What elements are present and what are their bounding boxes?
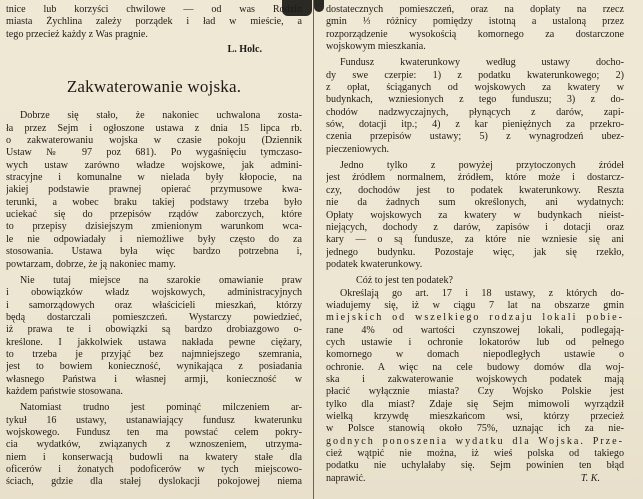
body-line: wiadujemy się, iż w ciągu 7 lat na obszarze gmin [326, 299, 624, 311]
body-line: ska i zakwaterowanie wojskowych podatek mają [326, 373, 624, 385]
question-line: Cóż to jest ten podatek? [356, 275, 453, 287]
body-line: tykuł 16 ustawy, ustanawiający fundusz kwaterunku [6, 414, 302, 426]
left-column [6, 4, 302, 489]
body-line: stosowania. Ustawa była więc bardzo potrzebna i, [6, 246, 302, 258]
body-line: niejących, dochody z darów, zapisów i dotacji oraz [326, 221, 624, 233]
body-line: gmin ⅓ różnicy pomiędzy istotną a ustaloną przez [326, 16, 624, 28]
body-line: cież wątpić nie można, iż wieś polska od takiego [326, 448, 624, 460]
body-line: oficerów i żonatych podoficerów w tych miejscowo- [6, 464, 302, 475]
body-line: naprawić. [326, 472, 366, 484]
body-line: chodów nadzwyczajnych, płynących z darów, zapi- [326, 106, 624, 118]
ink-blot [314, 0, 324, 12]
body-line: dy swe czerpie: 1) z podatku kwaterunkowego; 2) [326, 69, 624, 81]
intro-line: tnice lub korzyści chwilowe — od was Rodzin [6, 4, 302, 15]
body-line: Określają go art. 17 i 18 ustawy, z których do- [340, 287, 624, 299]
article-signature: T. K. [580, 473, 600, 485]
body-line: będą dostarczali pomieszczeń. Wystarczy powiedzieć, [6, 311, 302, 323]
body-line: komornego w domach niepodległych ustawie o [326, 349, 624, 361]
body-line: w Polsce stanowią około 75%, uznając ich za nie- [326, 423, 624, 435]
column-divider [313, 0, 314, 499]
body-line: dostatecznych pomieszczeń, oraz na dopłaty na rzecz [326, 4, 624, 15]
intro-signature: L. Holc. [227, 44, 262, 56]
body-line: jednego budynku. Pozostaje więc, jak się rzekło, [326, 246, 624, 258]
body-line: i obowiązków władz wojskowych, administracyjnych [6, 287, 302, 299]
body-line: ściach, gdzie dla stałej dyslokacji pokojowej niema [6, 476, 302, 488]
body-line: wojskowego. Fundusz ten ma powstać celem pokry- [6, 426, 302, 438]
body-line: miejskich od wszelkiego rodzaju lokali pobie- [326, 312, 624, 324]
body-line: wielką krzywdę mieszkańcom wsi, którzy przecież [326, 411, 624, 422]
body-line: cych ustawie i ochronie lokatorów lub od pełnego [326, 336, 624, 348]
body-line: Fundusz kwaterunkowy według ustawy docho- [340, 57, 624, 69]
body-line: uciekać się do przepisów rządów zaborczych, które [6, 209, 302, 221]
body-line: z opłat, ściąganych od wojskowych za kwatery w [326, 82, 624, 94]
body-line: ochronie. A więc na cele budowy domów dla woj- [326, 361, 624, 373]
body-line: każdem państwie stosowana. [6, 385, 123, 397]
body-line: Jedno tylko z powyżej przytoczonych źródeł [340, 160, 624, 172]
body-line: le nie odpowiadały i niemożliwe były często do za [6, 233, 302, 245]
body-line: sów, dotacji itp.; 4) z kar pieniężnych za przekro- [326, 119, 624, 131]
body-line: i samorządowych oraz właścicieli mieszkań, którzy [6, 299, 302, 311]
body-line: to przepisy dzisiejszym zmienionym warunkom wca- [6, 221, 302, 233]
body-line: czy, dochodów jest to podatek kwaterunkowy. Reszta [326, 184, 624, 196]
body-line: własnego Państwa i własnej armji, konieczność w [6, 373, 302, 385]
body-line: nie da żadnych sum określonych, ani wydatnych: [326, 197, 624, 209]
body-line: powtarzam, dobrze, że ją nakoniec mamy. [6, 258, 176, 270]
body-line: pieczeniowych. [326, 143, 390, 155]
body-line: Ustaw № 97 poz 681). Po wygaśnięciu tymczaso- [6, 147, 302, 159]
body-line: kary — o są fundusze, za które nie wzniesie się ani [326, 234, 624, 246]
intro-line: tego przecież każdy z Was pragnie. [6, 28, 148, 40]
body-line: Opłaty wojskowych za kwatery w budynkach nieist- [326, 209, 624, 221]
article-heading: Zakwaterowanie wojska. [66, 77, 242, 97]
body-line: jest źródłem normalnem, źródłem, które może i dostarcz- [326, 172, 624, 184]
body-line: płacić wyłącznie miasta? Czy Wojsko Polskie jest [326, 386, 624, 398]
body-line: tylko dla miast? Zdaje się Sejm mimowoli wyrządził [326, 398, 624, 410]
body-line: to trzeba je przyjąć bez najmniejszego szemrania, [6, 348, 302, 360]
body-line: wojskowym mieszkania. [326, 41, 426, 53]
body-line: podatku nie uchylałaby się. Sejm powinien ten błąd [326, 460, 624, 472]
body-line: rane 4% od wartości czynszowej lokali, podlegają- [326, 324, 624, 336]
body-line: Nie tutaj miejsce na szarokie omawianie praw [20, 274, 302, 286]
body-line: cia wydatków, związanych z wznoszeniem, utrzyma- [6, 439, 302, 451]
body-line: o zakwaterowaniu wojska w czasie pokoju (Dziennik [6, 135, 302, 147]
body-line: podatek kwaterunkowy. [326, 258, 423, 270]
right-column [326, 4, 624, 485]
body-line: Dobrze się stało, że nakoniec uchwalona zosta- [20, 110, 302, 122]
body-line: rozporządzenie wysokością komornego za dostarczone [326, 28, 624, 40]
body-line: wych ustaw zarówno władze wojskowe, jak admini- [6, 159, 302, 171]
body-line: kreślone. I jakkolwiek ustawa nakłada pewne ciężary, [6, 336, 302, 348]
body-line: iż prawa te i obowiązki są bardzo drobiazgowo o- [6, 324, 302, 336]
body-line: Natomiast trudno jest pominąć milczeniem ar- [20, 402, 302, 414]
body-line: jest to bowiem konieczność, wynikająca z posiadania [6, 361, 302, 373]
body-line: budynkach, wzniesionych z tego funduszu; 3) z do- [326, 94, 624, 106]
body-line: stracyjne i komunalne w nielada były kłopocie, na [6, 172, 302, 184]
intro-line: miasta Żychlina zależy porządek i ład w mieście, a [6, 16, 302, 28]
body-line: niem i konserwacją budowli na kwatery stałe dla [6, 451, 302, 463]
body-line: terunki, a wobec braku takiej podstawy trzeba było [6, 196, 302, 208]
body-line: godnych ponoszenia wydatku dla Wojska. Prze- [326, 435, 624, 447]
body-line: czenia przepisów ustawy; 5) z wynagrodzeń ubez- [326, 131, 624, 143]
body-line: ła przez Sejm i ogłoszone ustawa z dnia 15 lipca rb. [6, 122, 302, 134]
body-line: jakiej podstawie prawnej opierać przymusowe kwa- [6, 184, 302, 196]
